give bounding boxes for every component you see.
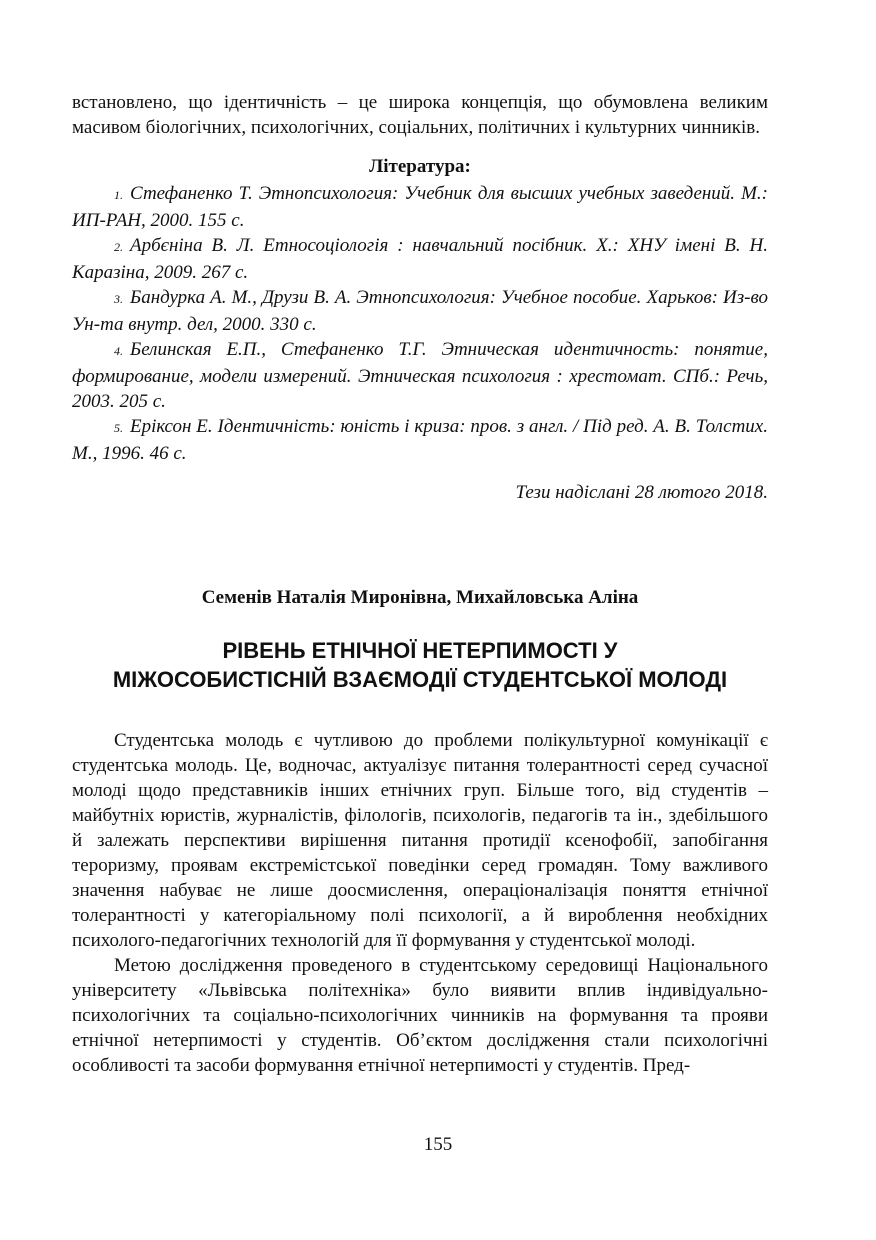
article-body [72,728,768,1078]
reference-text: Еріксон Е. Ідентичність: юність і криза: пров. з англ. / Під ред. А. В. Толстих. М., 1996. 46 с. [72,416,768,464]
literature-heading: Література: [369,156,471,177]
article-title [72,636,768,694]
reference-item [72,414,768,466]
intro-paragraph: встановлено, що ідентичність – це широка концепція, що обумовлена великим масивом біологічних, психологічних, соціальних, політичних і культурних чинників. [72,92,768,138]
reference-text: Белинская Е.П., Стефаненко Т.Г. Этническая идентичность: понятие, формирование, модели измерений. Этническая психология : хрестомат. СПб.: Речь, 2003. 205 с. [72,339,768,412]
received-note: Тези надіслані 28 лютого 2018. [515,482,768,503]
reference-number: 1. [114,188,123,202]
reference-number: 2. [114,240,123,254]
reference-number: 3. [114,292,123,306]
reference-item [72,181,768,233]
page-content [72,90,768,1078]
reference-text: Стефаненко Т. Этнопсихология: Учебник для высших учебных заведений. М.: ИП-РАН, 2000. 155 с. [72,183,768,231]
reference-item [72,233,768,285]
reference-item [72,337,768,414]
article-title-line: РІВЕНЬ ЕТНІЧНОЇ НЕТЕРПИМОСТІ У [222,638,618,663]
page-number: 155 [423,1134,453,1155]
reference-number: 4. [114,344,123,358]
reference-item [72,285,768,337]
article-authors: Семенів Наталія Миронівна, Михайловська Аліна [201,587,639,608]
body-paragraph: Студентська молодь є чутливою до проблеми полікультурної комунікації є студентська молодь. Це, водночас, актуалізує питання толерантності серед сучасної молоді щодо представників інших етнічних груп. Більше того, від студентів – майбутніх юристів, журналістів, філологів, психологів, педагогів та ін., здебільшого й залежать перспективи вирішення питання протидії ксенофобії, запобігання тероризму, проявам екстремістської поведінки серед громадян. Тому важливого значення набуває не лише доосмислення, операціоналізація поняття етнічної толерантності у категоріальному полі психології, а й вироблення необхідних психолого-педагогічних технологій для її формування у студентської молоді. [72,730,768,951]
body-paragraph: Метою дослідження проведеного в студентському середовищі Національного університету «Львівська політехніка» було виявити вплив індивідуально-психологічних та соціально-психологічних чинників на формування та прояви етнічної нетерпимості у студентів. Об’єктом дослідження стали психологічні особливості та засоби формування етнічної нетерпимості у студентів. Пред- [72,955,768,1076]
reference-text: Арбєніна В. Л. Етносоціологія : навчальний посібник. Х.: ХНУ імені В. Н. Каразіна, 2009. 267 с. [72,235,768,283]
reference-number: 5. [114,421,123,435]
article-title-line: МІЖОСОБИСТІСНІЙ ВЗАЄМОДІЇ СТУДЕНТСЬКОЇ МОЛОДІ [112,667,728,692]
reference-text: Бандурка А. М., Друзи В. А. Этнопсихология: Учебное пособие. Харьков: Из-во Ун-та внутр. дел, 2000. 330 с. [72,287,768,335]
reference-list [72,181,768,466]
